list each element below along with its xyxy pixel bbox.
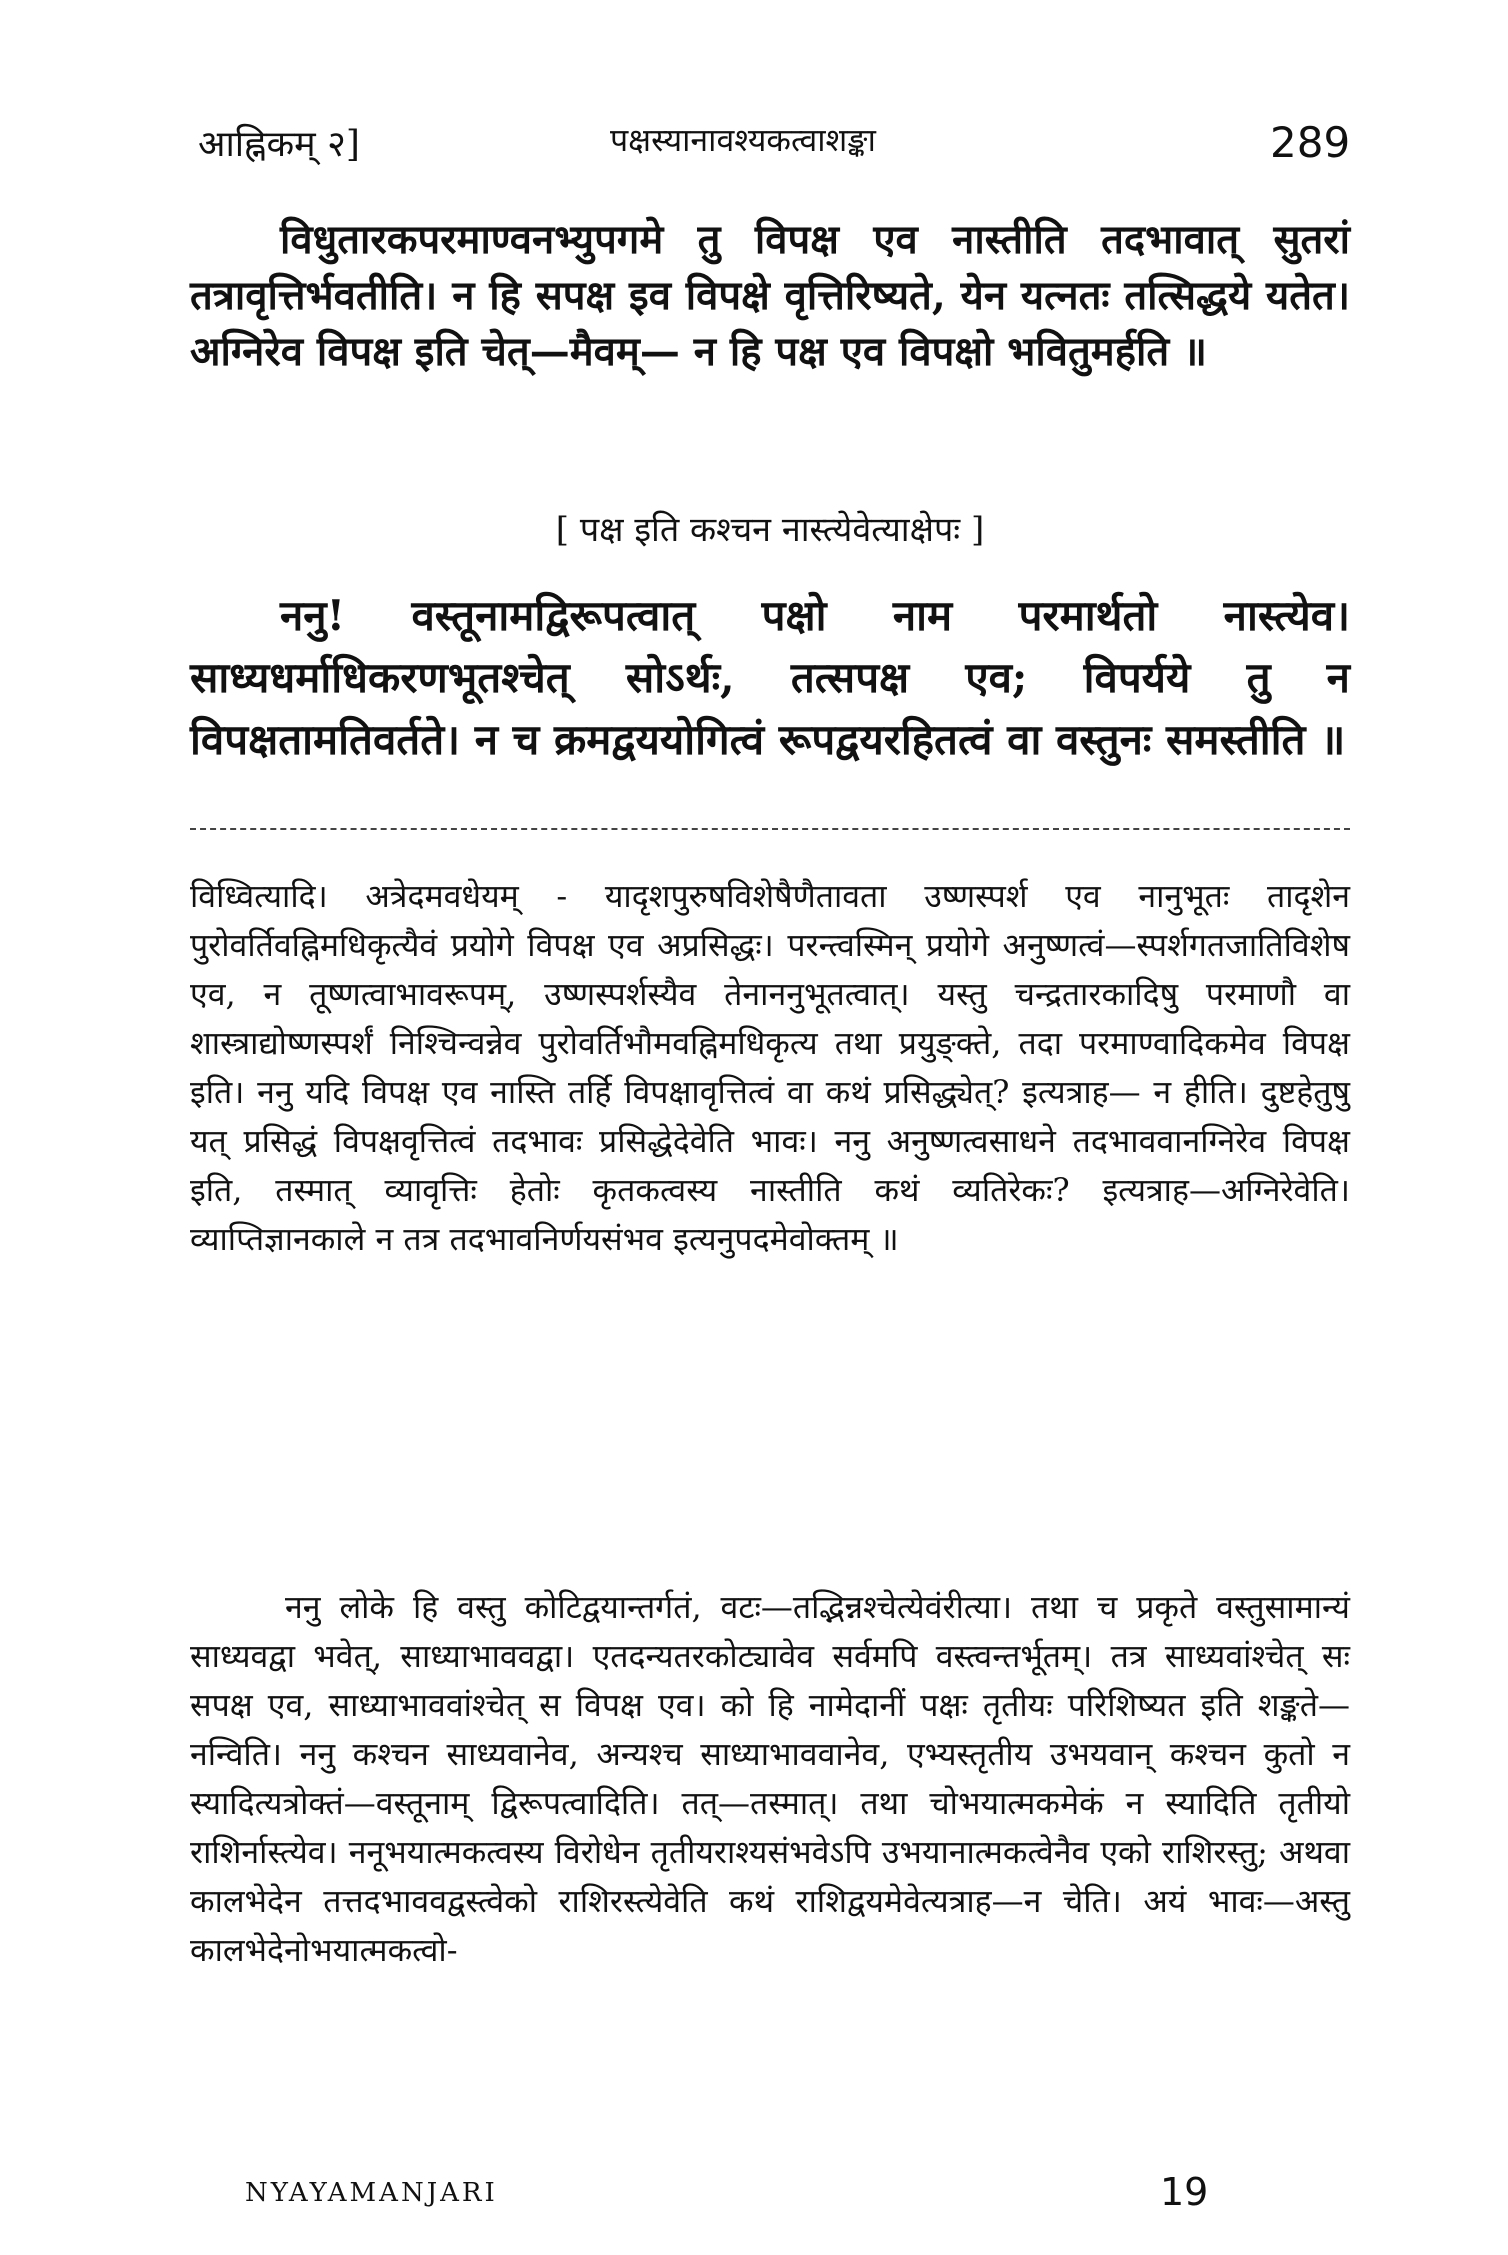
section-heading: [ पक्ष इति कश्चन नास्त्येवेत्याक्षेपः ] <box>555 510 985 550</box>
commentary-paragraph-2 <box>190 1583 1350 1975</box>
main-text: ननु! वस्तूनामद्विरूपत्वात् पक्षो नाम परमार्थतो नास्त्येव। साध्यधर्माधिकरणभूतश्चेत् सोऽर्थः, तत्सपक्ष एव; विपर्यये तु न विपक्षतामतिवर्तते। न च क्रमद्वययोगित्वं रूपद्वयरहितत्वं वा वस्तुनः समस्तीति ॥ <box>190 591 1350 764</box>
chapter-label: आह्निकम् २] <box>198 124 360 165</box>
commentary-text: विध्वित्यादि। अत्रेदमवधेयम् - यादृशपुरुषविशेषैणैतावता उष्णस्पर्श एव नानुभूतः तादृशेन पुरोवर्तिवह्निमधिकृत्यैवं प्रयोगे विपक्ष एव अप्रसिद्धः। परन्त्वस्मिन् प्रयोगे अनुष्णत्वं—स्पर्शगतजातिविशेष एव, न तूष्णत्वाभावरूपम्, उष्णस्पर्शस्यैव तेनाननुभूतत्वात्। यस्तु चन्द्रतारकादिषु परमाणौ वा शास्त्राद्योष्णस्पर्शं निश्चिन्वन्नेव पुरोवर्तिभौमवह्निमधिकृत्य तथा प्रयुङ्क्ते, तदा परमाण्वादिकमेव विपक्ष इति। ननु यदि विपक्ष एव नास्ति तर्हि विपक्षावृत्तित्वं वा कथं प्रसिद्ध्येत्? इत्यत्राह— न हीति। दुष्टहेतुषु यत् प्रसिद्धं विपक्षवृत्तित्वं तदभावः प्रसिद्धेदेवेति भावः। ननु अनुष्णत्वसाधने तदभाववानग्निरेव विपक्ष इति, तस्मात् व्यावृत्तिः हेतोः कृतकत्वस्य नास्तीति कथं व्यतिरेकः? इत्यत्राह—अग्निरेवेति। व्याप्तिज्ञानकाले न तत्र तदभावनिर्णयसंभव इत्यनुपदमेवोक्तम् ॥ <box>190 877 1350 1258</box>
commentary-paragraph-1 <box>190 872 1350 1264</box>
page-number: 289 <box>1270 118 1351 167</box>
main-text: विधुतारकपरमाण्वनभ्युपगमे तु विपक्ष एव नास्तीति तदभावात् सुतरां तत्रावृत्तिर्भवतीति। न हि सपक्ष इव विपक्षे वृत्तिरिष्यते, येन यत्नतः तत्सिद्धये यतेत। अग्निरेव विपक्ष इति चेत्—मैवम्— न हि पक्ष एव विपक्षो भवितुमर्हति ॥ <box>190 216 1350 375</box>
commentary-text: ननु लोके हि वस्तु कोटिद्वयान्तर्गतं, वटः—तद्भिन्नश्चेत्येवंरीत्या। तथा च प्रकृते वस्तुसामान्यं साध्यवद्वा भवेत्, साध्याभाववद्वा। एतदन्यतरकोट्यावेव सर्वमपि वस्त्वन्तर्भूतम्। तत्र साध्यवांश्चेत् सः सपक्ष एव, साध्याभाववांश्चेत् स विपक्ष एव। को हि नामेदानीं पक्षः तृतीयः परिशिष्यत इति शङ्कते—नन्विति। ननु कश्चन साध्यवानेव, अन्यश्च साध्याभाववानेव, एभ्यस्तृतीय उभयवान् कश्चन कुतो न स्यादित्यत्रोक्तं—वस्तूनाम् द्विरूपत्वादिति। तत्—तस्मात्। तथा चोभयात्मकमेकं न स्यादिति तृतीयो राशिर्नास्त्येव। ननूभयात्मकत्वस्य विरोधेन तृतीयराश्यसंभवेऽपि उभयानात्मकत्वेनैव एको राशिरस्तु; अथवा कालभेदेन तत्तदभाववद्वस्त्वेको राशिरस्त्येवेति कथं राशिद्वयमेवेत्यत्राह—न चेति। अयं भावः—अस्तु कालभेदेनोभयात्मकत्वो- <box>190 1588 1350 1969</box>
page-footer <box>190 2170 1350 2220</box>
running-header <box>190 118 1350 178</box>
commentary-divider <box>190 828 1350 830</box>
signature-number: 19 <box>1160 2170 1209 2214</box>
book-title-footer: NYAYAMANJARI <box>245 2178 498 2208</box>
main-text-paragraph-2 <box>190 585 1350 771</box>
main-text-paragraph-1 <box>190 212 1350 380</box>
running-title: पक्षस्यानावश्यकत्वाशङ्का <box>610 121 876 159</box>
